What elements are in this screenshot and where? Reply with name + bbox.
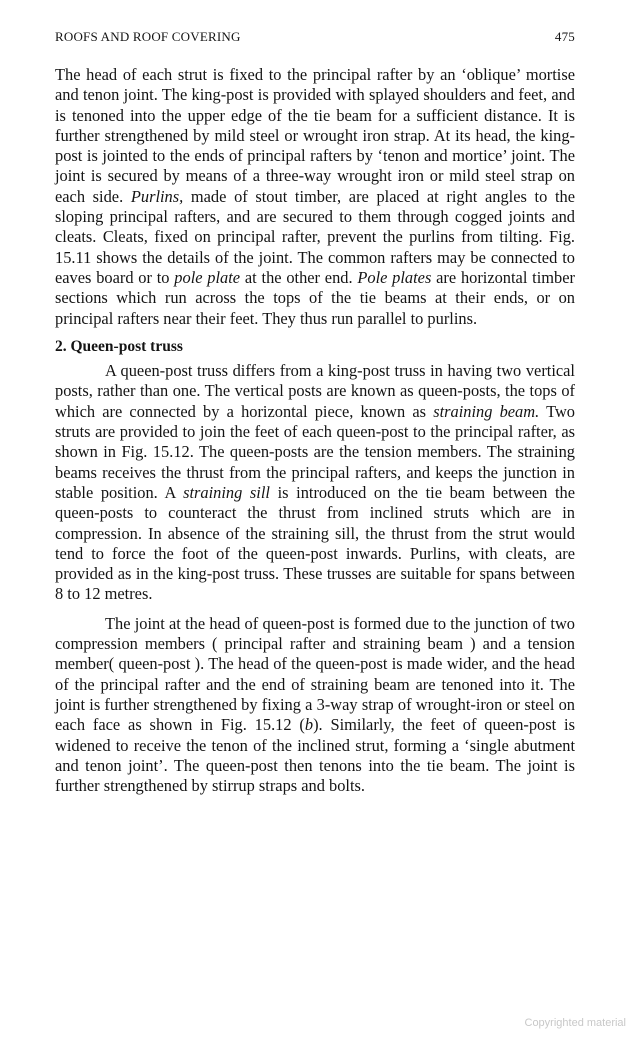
term-pole-plate: pole plate (174, 267, 241, 287)
page-number: 475 (554, 29, 575, 44)
body-text (55, 65, 575, 796)
copyright-watermark: Copyrighted material (524, 1017, 626, 1029)
text-run: are horizontal timber sections which run across the tops of the tie beams at their ends, or on principal rafters near their feet. They thus run parallel to purlins. (55, 267, 575, 328)
figure-letter: b (304, 715, 314, 735)
text-run: made of stout timber, are placed at right angles to the sloping principal rafters, and are secured to them through cogged joints and cleats. Cleats, fixed on principal rafter, prevent the purlins from tilting. Fig. 15.11 shows the details of the joint. The common rafters may be connected to eaves board or to (55, 186, 575, 287)
text-run: Two struts are provided to join the feet of each queen-post to the principal rafter, as shown in Fig. 15.12. The queen-posts are the tension members. The straining beams receives the thrust from the principal rafters, and keeps the junction in stable position. A (55, 401, 575, 502)
term-pole-plates: Pole plates (357, 267, 432, 287)
paragraph-queen-post-joint (55, 614, 575, 797)
text-run: is introduced on the tie beam between the queen-posts to counteract the thrust from inclined struts which are in compression. In absence of the straining sill, the thrust from the strut would tend to force the foot of the queen-post inwards. Purlins, with cleats, are provided as in the king-post truss. These trusses are suitable for spans between 8 to 12 metres. (55, 482, 575, 604)
paragraph-queen-post-truss (55, 361, 575, 605)
paragraph-gap (55, 605, 575, 614)
term-straining-beam: straining beam. (433, 401, 540, 421)
running-head (55, 29, 575, 47)
text-run: ). Similarly, the feet of queen-post is widened to receive the tenon of the inclined strut, forming a ‘single abutment and tenon joint’. The queen-post then tenons into the tie beam. The joint is further strengthened by stirrup straps and bolts. (55, 715, 575, 796)
text-run: A queen-post truss differs from a king-post truss in having two vertical posts, rather than one. The vertical posts are known as queen-posts, the tops of which are connected by a horizontal piece, known as (55, 361, 575, 421)
paragraph-king-post-details (55, 65, 575, 329)
chapter-title: ROOFS AND ROOF COVERING (55, 29, 241, 44)
text-run: The head of each strut is fixed to the principal rafter by an ‘oblique’ mortise and tenon joint. The king-post is provided with splayed shoulders and feet, and is tenoned into the upper edge of the tie beam for a sufficient distance. It is further strengthened by mild steel or wrought iron strap. At its head, the king-post is jointed to the ends of principal rafters by ‘tenon and mortice’ joint. The joint is secured by means of a three-way wrought iron or mild steel strap on each side. (55, 65, 575, 206)
section-heading: 2. Queen-post truss (55, 337, 183, 355)
text-run: The joint at the head of queen-post is formed due to the junction of two compression members ( principal rafter and straining beam ) and a tension member( queen-post ). The head of the queen-post is made wider, and the head of the principal rafter and the end of straining beam are tenoned into it. The joint is further strengthened by fixing a 3-way strap of wrought-iron or steel on each face as shown in Fig. 15.12 ( (55, 613, 575, 735)
text-run: at the other end. (244, 267, 353, 287)
term-straining-sill: straining sill (183, 482, 270, 502)
term-purlins: Purlins, (130, 186, 184, 206)
